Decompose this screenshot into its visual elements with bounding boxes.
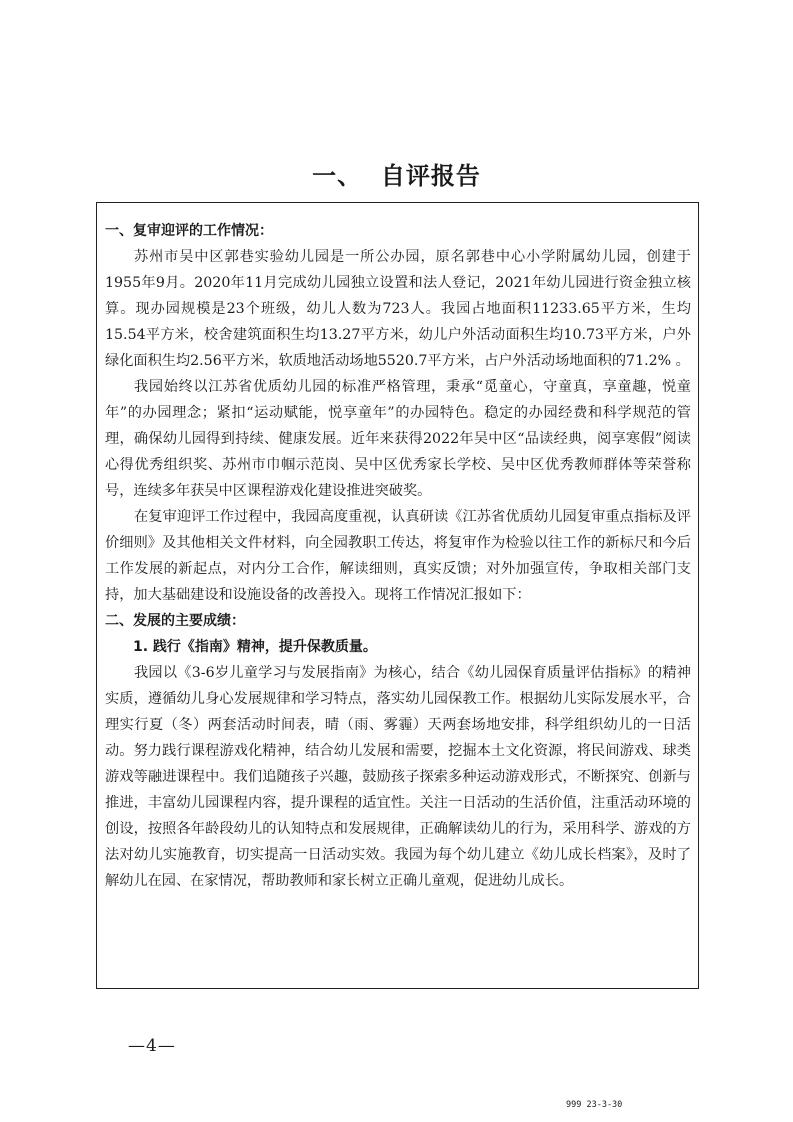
paragraph-management-philosophy: 我园始终以江苏省优质幼儿园的标准严格管理，秉承“觅童心，守童真，享童趣，悦童年”的办园理念；紧扣“运动赋能，悦享童年”的办园特色。稳定的办园经费和科学规范的管理，确保幼儿园得到持续、健康发展。近年来获得2022年吴中区“品读经典，阅享寒假”阅读心得优秀组织奖、苏州市巾帼示范岗、吴中区优秀家长学校、吴中区优秀教师群体等荣誉称号，连续多年获吴中区课程游戏化建设推进突破奖。 [105, 379, 691, 499]
self-evaluation-report-box [96, 202, 699, 989]
print-stamp: 999 23-3-30 [566, 1100, 623, 1110]
section-heading-work-status: 一、复审迎评的工作情况： [105, 223, 273, 239]
subheading-guide-practice: 1. 践行《指南》精神，提升保教质量。 [133, 639, 377, 655]
page-number: —4— [128, 1036, 176, 1056]
paragraph-review-process: 在复审迎评工作过程中，我园高度重视，认真研读《江苏省优质幼儿园复审重点指标及评价细则》及其他相关文件材料，向全园教职工传达，将复审作为检验以往工作的新标尺和今后工作发展的新起点，对内分工合作，解读细则，真实反馈；对外加强宣传，争取相关部门支持，加大基础建设和设施设备的改善投入。现将工作情况汇报如下： [105, 509, 691, 603]
paragraph-guide-practice: 我园以《3-6岁儿童学习与发展指南》为核心，结合《幼儿园保育质量评估指标》的精神实质，遵循幼儿身心发展规律和学习特点，落实幼儿园保教工作。根据幼儿实际发展水平，合理实行夏（冬）两套活动时间表，晴（雨、雾霾）天两套场地安排，科学组织幼儿的一日活动。努力践行课程游戏化精神，结合幼儿发展和需要，挖掘本土文化资源，将民间游戏、球类游戏等融进课程中。我们追随孩子兴趣，鼓励孩子探索多种运动游戏形式，不断探究、创新与推进，丰富幼儿园课程内容，提升课程的适宜性。关注一日活动的生活价值，注重活动环境的创设，按照各年龄段幼儿的认知特点和发展规律，正确解读幼儿的行为，采用科学、游戏的方法对幼儿实施教育，切实提高一日活动实效。我园为每个幼儿建立《幼儿成长档案》，及时了解幼儿在园、在家情况，帮助教师和家长树立正确儿童观，促进幼儿成长。 [105, 665, 691, 889]
section-heading-achievements: 二、发展的主要成绩： [105, 613, 245, 629]
page-title: 一、 自评报告 [312, 162, 481, 190]
paragraph-school-profile: 苏州市吴中区郭巷实验幼儿园是一所公办园，原名郭巷中心小学附属幼儿园，创建于1955年9月。2020年11月完成幼儿园独立设置和法人登记，2021年幼儿园进行资金独立核算。现办园规模是23个班级，幼儿人数为723人。我园占地面积11233.65平方米，生均15.54平方米，校舍建筑面积生均13.27平方米，幼儿户外活动面积生均10.73平方米，户外绿化面积生均2.56平方米，软质地活动场地5520.7平方米，占户外活动场地面积的71.2% 。 [105, 249, 691, 369]
